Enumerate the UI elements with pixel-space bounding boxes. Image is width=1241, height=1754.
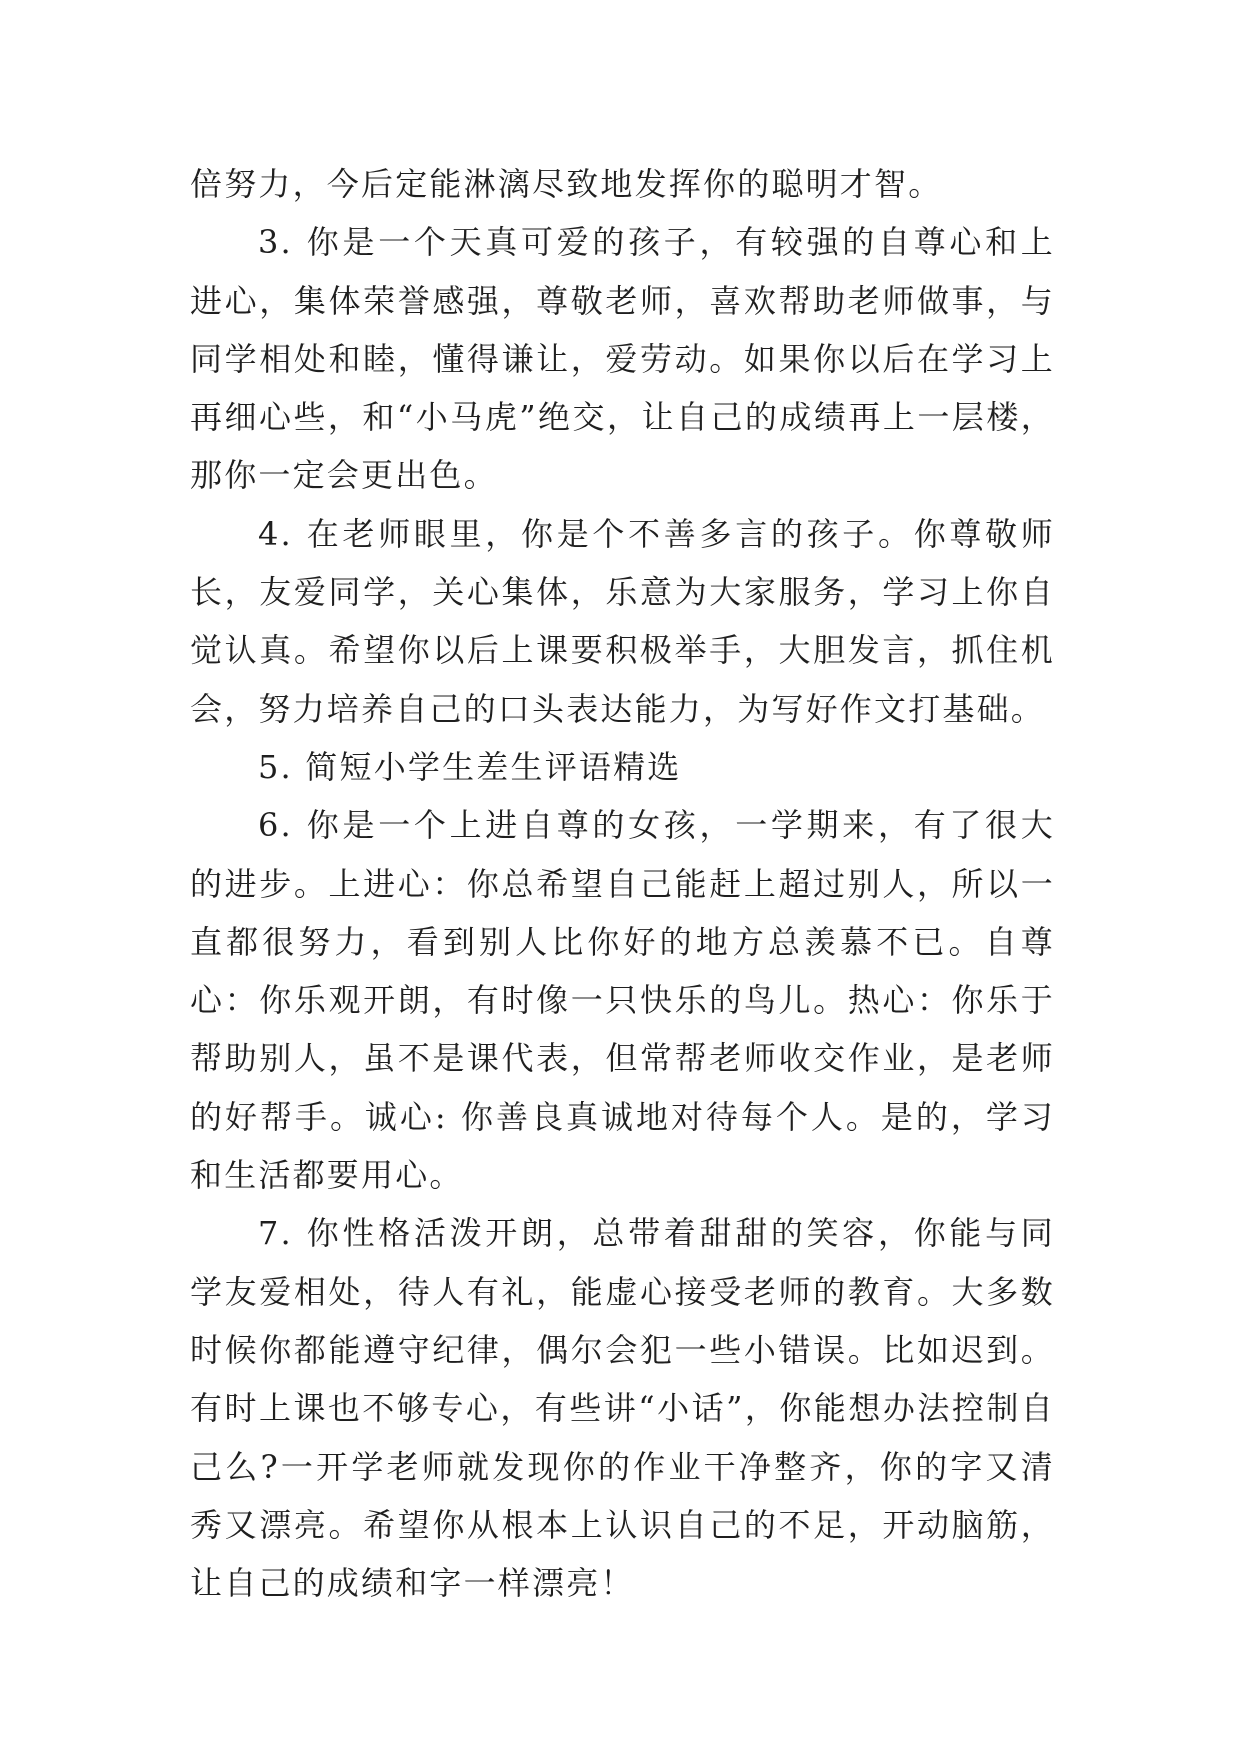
document-body <box>190 155 1055 1612</box>
paragraph-comment-3: 3. 你是一个天真可爱的孩子，有较强的自尊心和上进心，集体荣誉感强，尊敬老师，喜欢帮助老师做事，与同学相处和睦，懂得谦让，爱劳动。如果你以后在学习上再细心些，和“小马虎”绝交，让自己的成绩再上一层楼，那你一定会更出色。 <box>190 223 1055 495</box>
paragraph-continuation: 倍努力，今后定能淋漓尽致地发挥你的聪明才智。 <box>190 165 943 203</box>
section-heading: 5. 简短小学生差生评语精选 <box>258 747 682 786</box>
paragraph-comment-6: 6. 你是一个上进自尊的女孩，一学期来，有了很大的进步。上进心：你总希望自己能赶上超过别人，所以一直都很努力，看到别人比你好的地方总羡慕不已。自尊心：你乐观开朗，有时像一只快乐的鸟儿。热心：你乐于帮助别人，虽不是课代表，但常帮老师收交作业，是老师的好帮手。诚心: 你善良真诚地对待每个人。是的，学习和生活都要用心。 <box>190 806 1055 1195</box>
paragraph-comment-4: 4. 在老师眼里，你是个不善多言的孩子。你尊敬师长，友爱同学，关心集体，乐意为大家服务，学习上你自觉认真。希望你以后上课要积极举手，大胆发言，抓住机会，努力培养自己的口头表达能力，为写好作文打基础。 <box>190 514 1055 728</box>
paragraph-comment-7: 7. 你性格活泼开朗，总带着甜甜的笑容，你能与同学友爱相处，待人有礼，能虚心接受老师的教育。大多数时候你都能遵守纪律，偶尔会犯一些小错误。比如迟到。有时上课也不够专心，有些讲“小话”，你能想办法控制自己么?一开学老师就发现你的作业干净整齐，你的字又清秀又漂亮。希望你从根本上认识自己的不足，开动脑筋，让自己的成绩和字一样漂亮！ <box>190 1214 1055 1603</box>
